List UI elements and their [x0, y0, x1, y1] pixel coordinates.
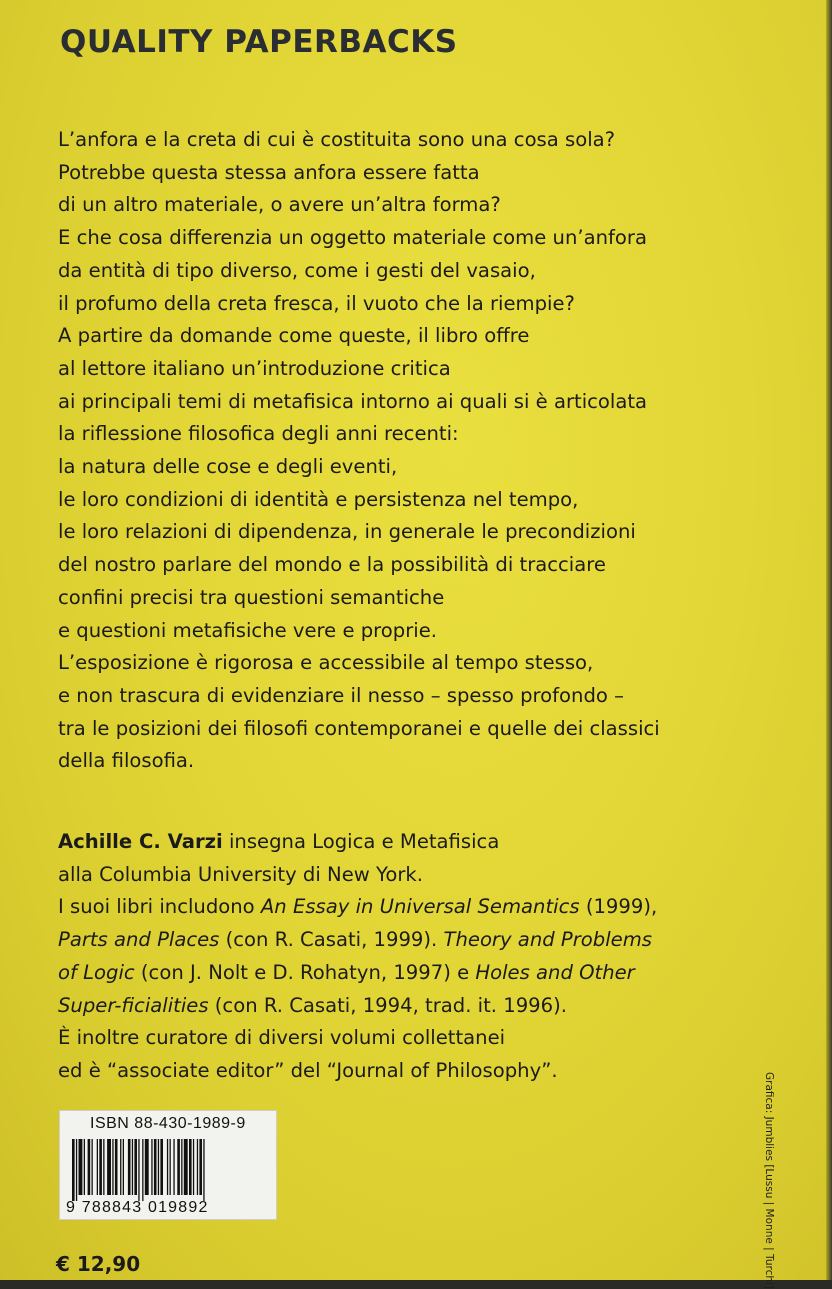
bio-line: ed è “associate editor” del “Journal of Philosophy”. [58, 1058, 558, 1082]
bio-line [58, 990, 748, 1023]
book-title: of Logic [58, 960, 135, 984]
blurb-line: L’anfora e la creta di cui è costituita sono una cosa sola? [58, 128, 616, 151]
blurb-line: le loro relazioni di dipendenza, in generale le precondizioni [58, 520, 636, 544]
blurb-line: il profumo della creta fresca, il vuoto che la riempie? [58, 291, 575, 315]
series-title: QUALITY PAPERBACKS [60, 24, 458, 60]
bio-text: I suoi libri includono [58, 895, 261, 919]
blurb-line: ai principali temi di metafisica intorno ai quali si è articolata [58, 389, 648, 413]
bio-line: È inoltre curatore di diversi volumi collettanei [58, 1026, 506, 1050]
bio-line [58, 826, 748, 859]
blurb-line: la natura delle cose e degli eventi, [58, 455, 398, 479]
author-bio [58, 826, 748, 1088]
blurb-line: A partire da domande come queste, il libro offre [58, 324, 530, 348]
blurb-line: e questioni metafisiche vere e proprie. [58, 618, 438, 642]
blurb-text [58, 124, 748, 778]
barcode [70, 1139, 270, 1201]
book-title: Holes and Other [475, 960, 635, 984]
blurb-line: al lettore italiano un’introduzione critica [58, 356, 451, 380]
bio-line [58, 924, 748, 957]
book-title: Theory and Problems [443, 928, 652, 952]
blurb-line: le loro condizioni di identità e persistenza nel tempo, [58, 487, 579, 511]
bio-text: insegna Logica e Metafisica [222, 830, 500, 853]
blurb-line: di un altro materiale, o avere un’altra forma? [58, 193, 501, 217]
bio-text: (con R. Casati, 1999). [219, 928, 444, 952]
blurb-line: E che cosa differenzia un oggetto materiale come un’anfora [58, 226, 647, 250]
isbn-number: ISBN 88-430-1989-9 [90, 1115, 246, 1132]
blurb-line: da entità di tipo diverso, come i gesti del vasaio, [58, 258, 536, 282]
bio-text: (con J. Nolt e D. Rohatyn, 1997) e [134, 960, 476, 984]
price: € 12,90 [56, 1252, 141, 1276]
design-credit: Grafica: Jumblies [Lussu | Monne | Turchi] [763, 1072, 775, 1289]
blurb-line: della filosofia. [58, 749, 195, 773]
book-title: Super-ficialities [58, 993, 209, 1017]
cover-edge [826, 0, 832, 1280]
blurb-line: confini precisi tra questioni semantiche [58, 585, 445, 609]
blurb-line: L’esposizione è rigorosa e accessibile al tempo stesso, [58, 651, 594, 675]
blurb-line: e non trascura di evidenziare il nesso – spesso profondo – [58, 683, 624, 707]
blurb-line: Potrebbe questa stessa anfora essere fatta [58, 160, 480, 184]
book-title: Parts and Places [58, 928, 220, 952]
ean-digits: 9 788843 019892 [66, 1199, 209, 1216]
isbn-barcode-label [59, 1110, 277, 1220]
bio-text: (con R. Casati, 1994, trad. it. 1996). [208, 993, 567, 1017]
bio-line [58, 957, 748, 990]
bio-line [58, 891, 748, 924]
author-name: Achille C. Varzi [58, 830, 223, 853]
bio-line: alla Columbia University di New York. [58, 862, 423, 886]
book-title: An Essay in Universal Semantics [260, 895, 580, 919]
bio-text: (1999), [579, 895, 658, 919]
blurb-line: del nostro parlare del mondo e la possibilità di tracciare [58, 553, 606, 577]
blurb-line: tra le posizioni dei filosofi contemporanei e quelle dei classici [58, 716, 660, 740]
blurb-line: la riflessione filosofica degli anni recenti: [58, 422, 459, 446]
